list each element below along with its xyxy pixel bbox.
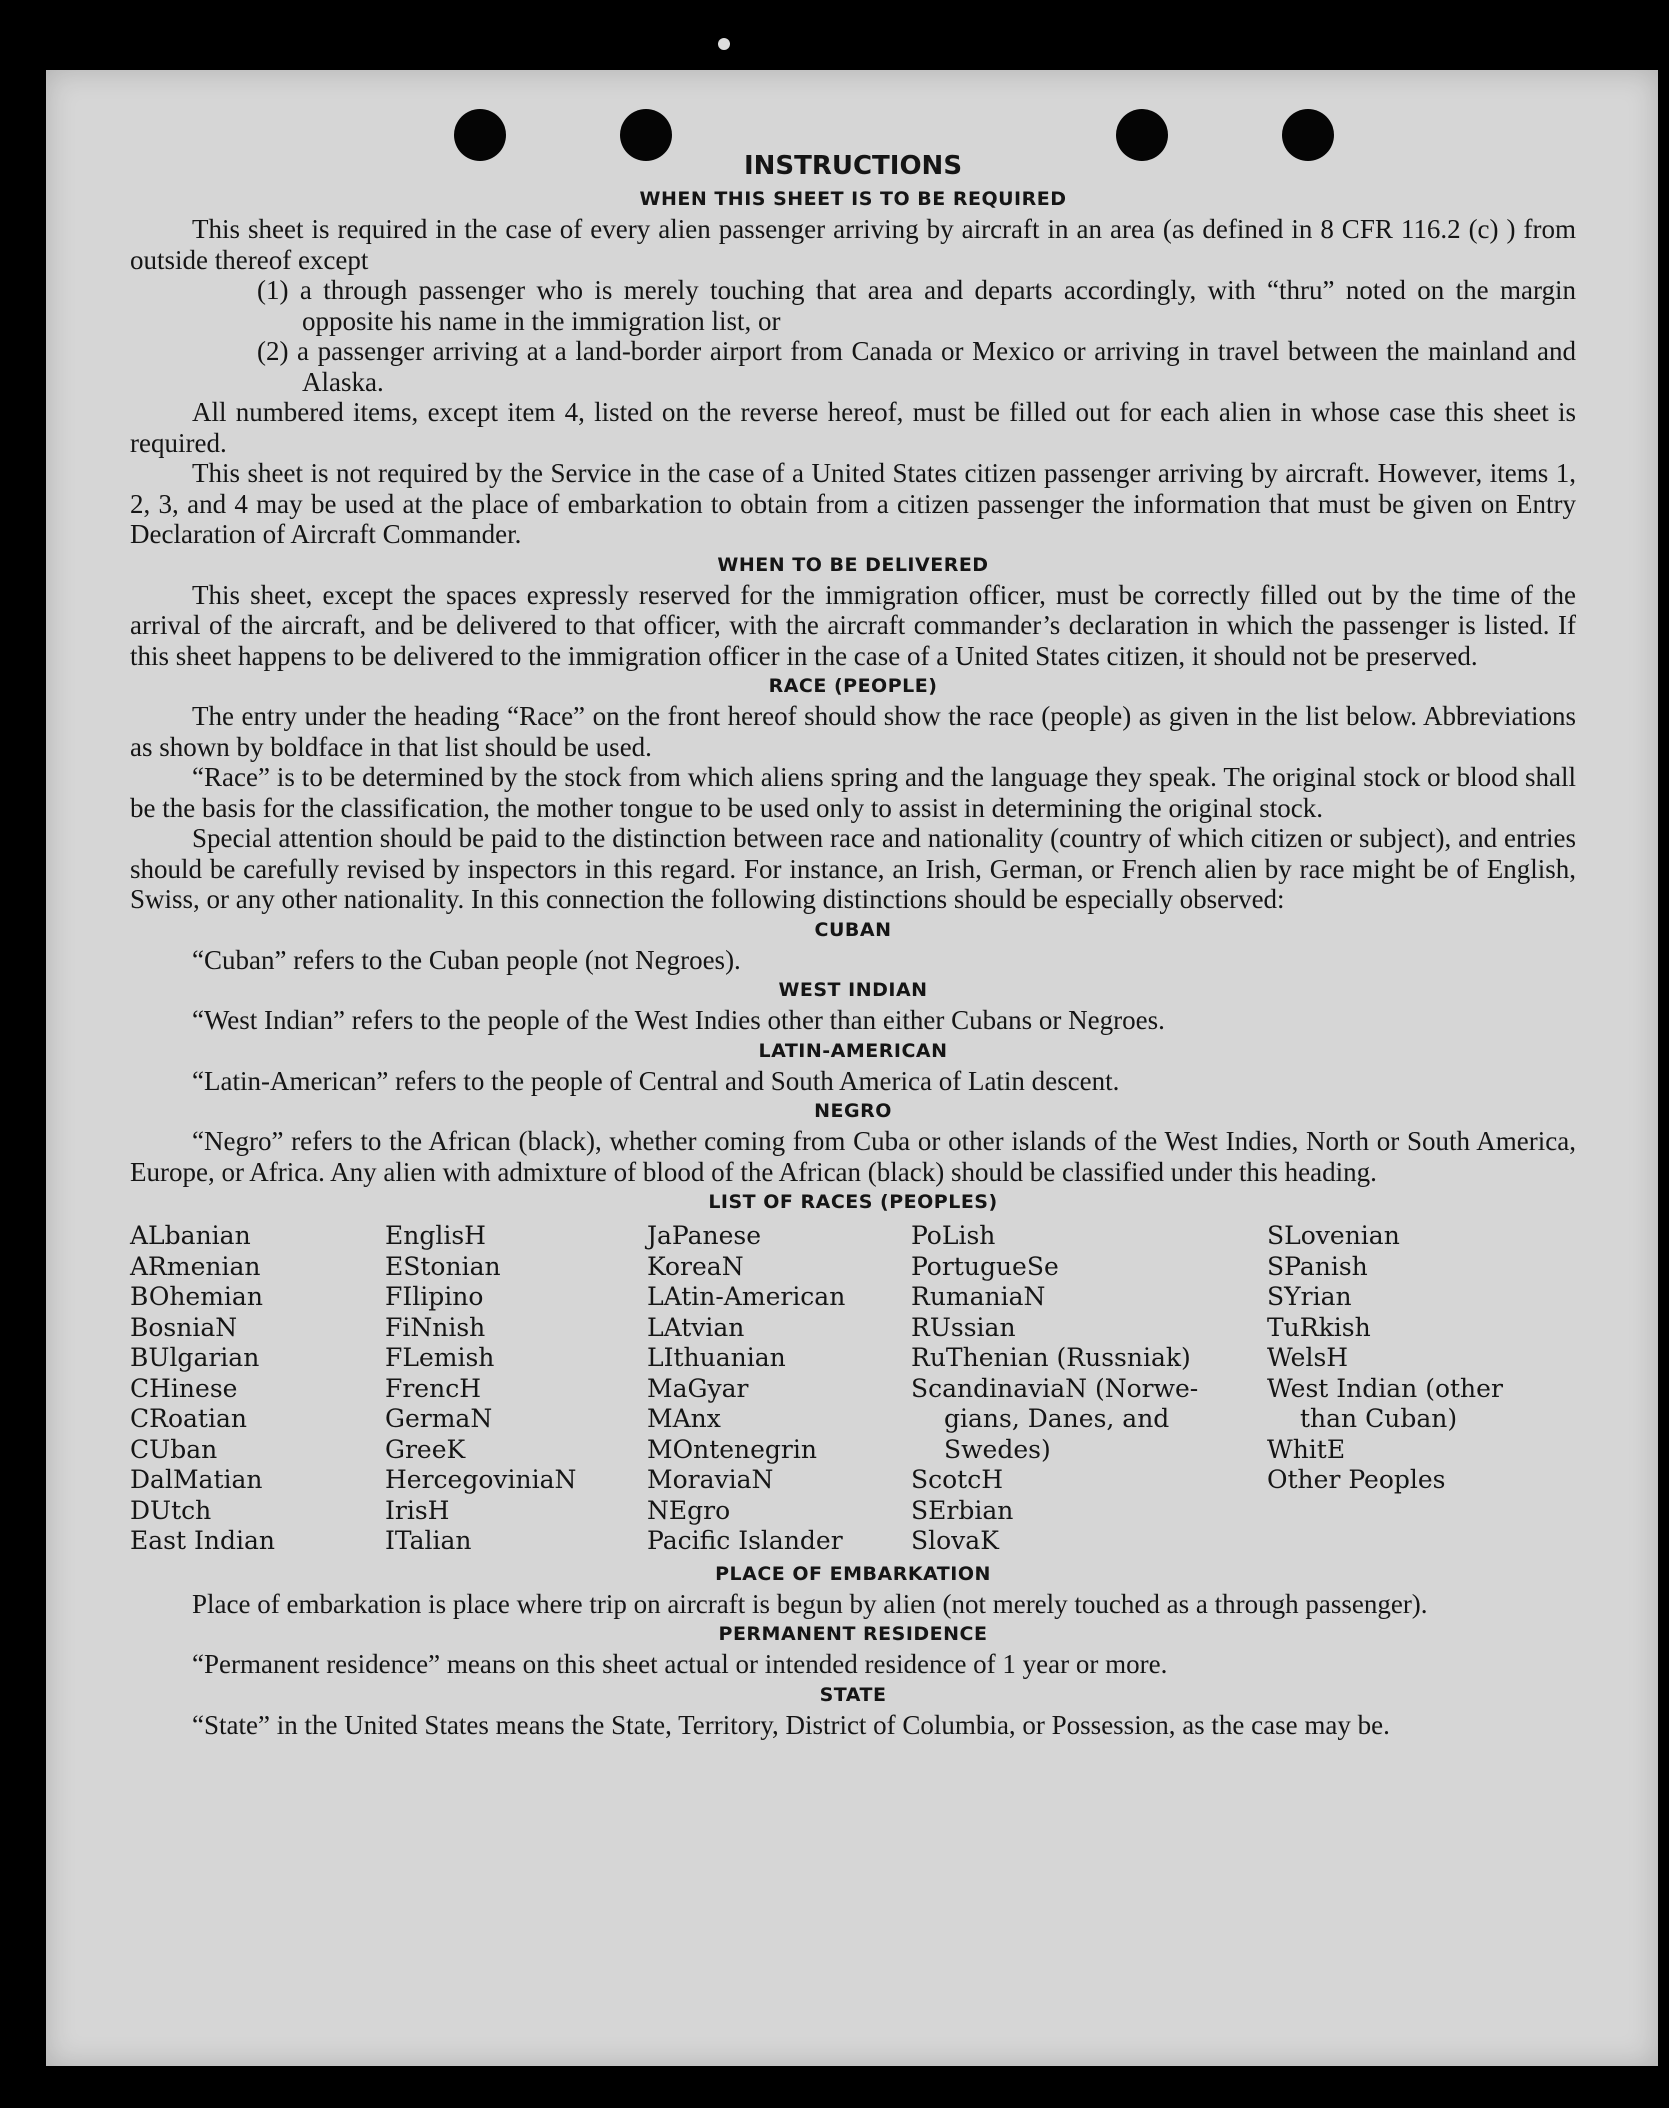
race-item: MAnx bbox=[647, 1404, 721, 1433]
paragraph: This sheet is not required by the Service in the case of a United States citizen passenger arriving by aircraft. However, items 1, 2, 3, and 4 may be used at the place of embarkation to obtain from a citizen passenger the information that must be given on Entry Declaration of Aircraft Commander. bbox=[130, 458, 1576, 549]
instructions-content bbox=[130, 148, 1576, 1740]
race-item: FIlipino bbox=[385, 1282, 484, 1311]
race-item: WelsH bbox=[1267, 1343, 1349, 1372]
race-item: EStonian bbox=[385, 1251, 501, 1281]
races-column bbox=[647, 1221, 911, 1557]
paragraph: “West Indian” refers to the people of the West Indies other than either Cubans or Negroes. bbox=[192, 1005, 1165, 1035]
heading-when-required: WHEN THIS SHEET IS TO BE REQUIRED bbox=[639, 188, 1067, 210]
race-item: RuThenian (Russniak) bbox=[911, 1343, 1191, 1372]
race-item: CRoatian bbox=[130, 1404, 247, 1433]
heading-race: RACE (PEOPLE) bbox=[768, 675, 938, 697]
race-item: JaPanese bbox=[647, 1221, 762, 1250]
paragraph: The entry under the heading “Race” on the front hereof should show the race (people) as given in the list below. Abbreviations as shown by boldface in that list should be used. bbox=[130, 701, 1576, 762]
race-item: Other Peoples bbox=[1267, 1465, 1446, 1494]
race-item: East Indian bbox=[130, 1526, 275, 1555]
race-item: FiNnish bbox=[385, 1312, 486, 1342]
paragraph: Place of embarkation is place where trip on aircraft is begun by alien (not merely touched as a through passenger). bbox=[192, 1588, 1428, 1619]
races-column bbox=[385, 1221, 647, 1557]
races-column bbox=[1267, 1221, 1576, 1557]
race-item: SLovenian bbox=[1267, 1221, 1400, 1250]
race-item: GermaN bbox=[385, 1404, 493, 1433]
race-item: KoreaN bbox=[647, 1251, 744, 1281]
race-item: ALbanian bbox=[130, 1221, 251, 1250]
race-item: SErbian bbox=[911, 1495, 1014, 1525]
race-item: PortugueSe bbox=[911, 1251, 1059, 1281]
heading-place-of-embarkation: PLACE OF EMBARKATION bbox=[715, 1562, 991, 1585]
races-column bbox=[130, 1221, 385, 1557]
race-item: DalMatian bbox=[130, 1465, 263, 1494]
paragraph: Special attention should be paid to the distinction between race and nationality (country of which citizen or subject), and entries should be carefully revised by inspectors in this regard. For instance, an Irish, German, or French alien by race might be of English, Swiss, or any other nationality. In this connection the following distinctions should be especially observed: bbox=[130, 823, 1576, 914]
paragraph: “State” in the United States means the State, Territory, District of Columbia, or Possession, as the case may be. bbox=[192, 1709, 1390, 1740]
race-item: ARmenian bbox=[130, 1251, 261, 1281]
races-list bbox=[130, 1221, 1576, 1557]
paragraph: “Cuban” refers to the Cuban people (not Negroes). bbox=[192, 944, 741, 975]
race-item: ITalian bbox=[385, 1526, 472, 1555]
heading-negro: NEGRO bbox=[814, 1100, 892, 1122]
race-item: SlovaK bbox=[911, 1526, 999, 1555]
race-item: IrisH bbox=[385, 1495, 450, 1525]
heading-when-delivered: WHEN TO BE DELIVERED bbox=[717, 553, 989, 576]
paragraph: “Latin-American” refers to the people of Central and South America of Latin descent. bbox=[192, 1065, 1120, 1096]
page-title: INSTRUCTIONS bbox=[743, 151, 963, 181]
race-item: FLemish bbox=[385, 1343, 495, 1372]
heading-state: STATE bbox=[819, 1683, 887, 1706]
race-item: MOntenegrin bbox=[647, 1434, 817, 1464]
race-item: FrencH bbox=[385, 1373, 481, 1403]
race-item: West Indian (other bbox=[1267, 1373, 1503, 1403]
race-item: PoLish bbox=[911, 1221, 996, 1250]
race-item: LIthuanian bbox=[647, 1343, 786, 1372]
paragraph: All numbered items, except item 4, listed on the reverse hereof, must be filled out for each alien in whose case this sheet is required. bbox=[130, 397, 1576, 458]
paragraph: This sheet is required in the case of every alien passenger arriving by aircraft in an area (as defined in 8 CFR 116.2 (c) ) from outside thereof except bbox=[130, 214, 1576, 275]
race-item-continuation: gians, Danes, and bbox=[944, 1404, 1170, 1433]
paragraph: “Negro” refers to the African (black), whether coming from Cuba or other islands of the West Indies, North or South America, Europe, or Africa. Any alien with admixture of blood of the African (black) should be classified under this heading. bbox=[130, 1126, 1576, 1187]
race-item: BUlgarian bbox=[130, 1343, 260, 1372]
paragraph: “Race” is to be determined by the stock from which aliens spring and the language they speak. The original stock or blood shall be the basis for the classification, the mother tongue to be used only to assist in determining the original stock. bbox=[130, 762, 1576, 823]
exception-item: (1) a through passenger who is merely touching that area and departs accordingly, with “thru” noted on the margin opposite his name in the immigration list, or bbox=[257, 275, 1576, 336]
race-item: BOhemian bbox=[130, 1282, 263, 1311]
paragraph: “Permanent residence” means on this sheet actual or intended residence of 1 year or more. bbox=[192, 1649, 1168, 1679]
race-item: DUtch bbox=[130, 1495, 212, 1525]
race-item: HercegoviniaN bbox=[385, 1465, 577, 1494]
race-item: SPanish bbox=[1267, 1251, 1368, 1281]
heading-list-of-races: LIST OF RACES (PEOPLES) bbox=[708, 1191, 998, 1213]
race-item: WhitE bbox=[1267, 1434, 1346, 1464]
heading-west-indian: WEST INDIAN bbox=[778, 979, 928, 1001]
race-item: MoraviaN bbox=[647, 1465, 774, 1494]
race-item: EnglisH bbox=[385, 1221, 486, 1250]
race-item: ScandinaviaN (Norwe- bbox=[911, 1373, 1199, 1403]
races-column bbox=[911, 1221, 1267, 1557]
race-item: Pacific Islander bbox=[647, 1526, 843, 1555]
race-item: RUssian bbox=[911, 1312, 1016, 1342]
race-item-continuation: than Cuban) bbox=[1300, 1404, 1458, 1433]
race-item: LAtvian bbox=[647, 1312, 745, 1342]
document-sheet bbox=[46, 70, 1658, 2066]
heading-latin-american: LATIN-AMERICAN bbox=[758, 1039, 948, 1062]
race-item-continuation: Swedes) bbox=[944, 1434, 1051, 1464]
race-item: GreeK bbox=[385, 1434, 466, 1464]
race-item: BosniaN bbox=[130, 1312, 238, 1342]
race-item: SYrian bbox=[1267, 1282, 1352, 1311]
race-item: MaGyar bbox=[647, 1373, 749, 1403]
race-item: ScotcH bbox=[911, 1465, 1004, 1494]
heading-cuban: CUBAN bbox=[814, 918, 892, 941]
race-item: CHinese bbox=[130, 1373, 238, 1403]
race-item: TuRkish bbox=[1267, 1312, 1371, 1342]
heading-permanent-residence: PERMANENT RESIDENCE bbox=[718, 1623, 988, 1645]
paragraph: This sheet, except the spaces expressly reserved for the immigration officer, must be correctly filled out by the time of the arrival of the aircraft, and be delivered to that officer, with the aircraft commander’s declaration in which the passenger is listed. If this sheet happens to be delivered to the immigration officer in the case of a United States citizen, it should not be preserved. bbox=[130, 579, 1576, 671]
race-item: NEgro bbox=[647, 1495, 731, 1525]
race-item: LAtin-American bbox=[647, 1282, 846, 1311]
exception-item: (2) a passenger arriving at a land-border airport from Canada or Mexico or arriving in travel between the mainland and Alaska. bbox=[257, 336, 1576, 397]
race-item: RumaniaN bbox=[911, 1282, 1046, 1311]
race-item: CUban bbox=[130, 1434, 218, 1464]
scan-dot bbox=[718, 38, 730, 50]
